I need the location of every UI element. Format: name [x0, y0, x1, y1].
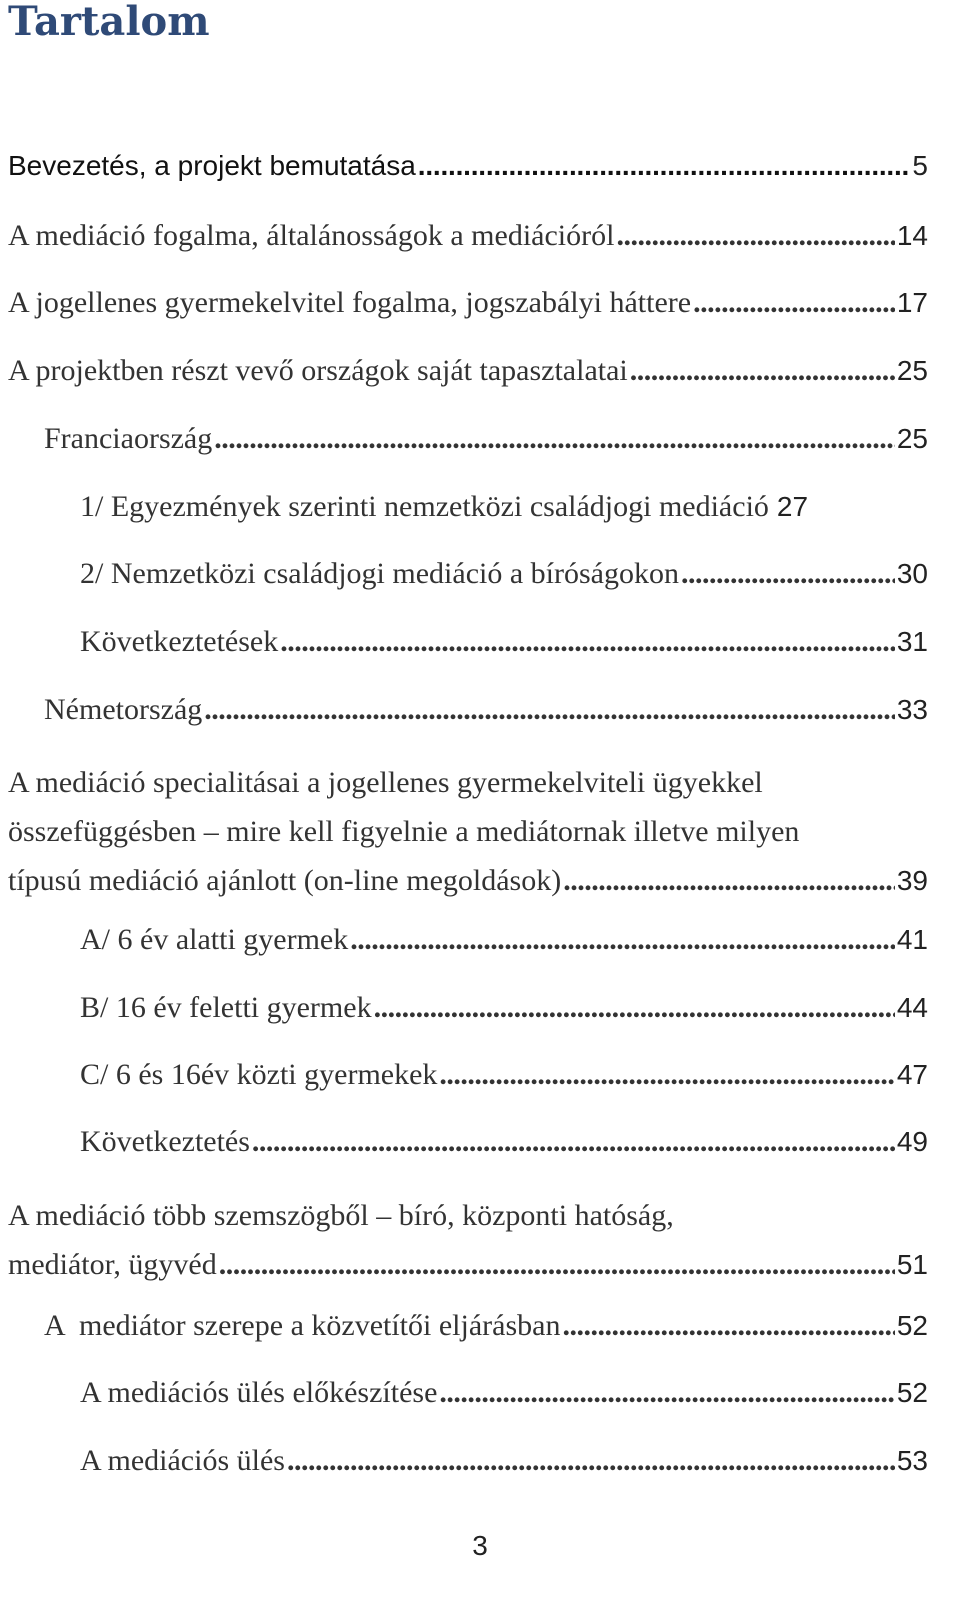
- toc-entry-title: A mediáció fogalma, általánosságok a mediációról: [8, 219, 615, 252]
- toc-entry-title: Következtetések: [80, 625, 279, 658]
- toc-entry-title: A mediációs ülés: [80, 1444, 285, 1477]
- leader-dots: [204, 692, 895, 728]
- leader-dots: [681, 556, 895, 592]
- toc-entry-page: 52: [896, 1310, 928, 1341]
- toc-entry-page: 39: [896, 865, 928, 896]
- leader-dots: [439, 1375, 894, 1411]
- leader-dots: [252, 1124, 895, 1160]
- toc-entry-page: 25: [896, 355, 928, 386]
- leader-dots: [616, 218, 894, 254]
- toc-entry-title: A mediátor szerepe a közvetítői eljárásban: [44, 1309, 561, 1342]
- toc-entry-page: 52: [896, 1377, 928, 1408]
- toc-entry-page: 25: [896, 423, 928, 454]
- toc-entry-title: típusú mediáció ajánlott (on-line megoldások): [8, 864, 562, 897]
- leader-dots: [219, 1240, 895, 1289]
- toc-entry[interactable]: [80, 556, 928, 592]
- toc-entry-page: 49: [896, 1126, 928, 1157]
- toc-entry[interactable]: [8, 148, 928, 184]
- toc-entry-title: A/ 6 év alatti gyermek: [80, 923, 349, 956]
- toc-heading: Tartalom: [8, 0, 210, 45]
- leader-dots: [374, 990, 895, 1026]
- toc-entry-title: A mediációs ülés előkészítése: [80, 1376, 438, 1409]
- toc-entry[interactable]: [44, 1308, 928, 1344]
- leader-dots: [214, 421, 895, 457]
- toc-entry-page: 17: [896, 287, 928, 318]
- toc-entry-page: 47: [896, 1059, 928, 1090]
- toc-entry[interactable]: [80, 1057, 928, 1093]
- toc-entry-title: Következtetés: [80, 1125, 250, 1158]
- toc-entry[interactable]: [8, 758, 928, 905]
- toc-entry[interactable]: [44, 692, 928, 728]
- toc-entry-page: 14: [896, 220, 928, 251]
- toc-entry-page: 27: [776, 491, 809, 522]
- toc-entry-title-line: A mediáció specialitásai a jogellenes gyermekelviteli ügyekkel: [8, 766, 763, 799]
- toc-entry-title: mediátor, ügyvéd: [8, 1248, 217, 1281]
- toc-entry-page: 31: [896, 626, 928, 657]
- leader-dots: [562, 1308, 894, 1344]
- page-number: 3: [472, 1530, 488, 1561]
- leader-dots: [693, 285, 895, 321]
- toc-entry-page: 44: [896, 992, 928, 1023]
- toc-entry[interactable]: [8, 285, 928, 321]
- toc-entry-page: 51: [896, 1249, 928, 1280]
- leader-dots: [439, 1057, 894, 1093]
- toc-entry-page: 41: [896, 924, 928, 955]
- toc-entry[interactable]: [80, 1375, 928, 1411]
- leader-dots: [350, 922, 895, 958]
- leader-dots: [418, 148, 911, 184]
- toc-entry-title: 2/ Nemzetközi családjogi mediáció a bíróságokon: [80, 557, 679, 590]
- leader-dots: [287, 1443, 895, 1479]
- toc-entry[interactable]: [80, 489, 928, 525]
- toc-entry-title: B/ 16 év feletti gyermek: [80, 991, 372, 1024]
- toc-entry-title: C/ 6 és 16év közti gyermekek: [80, 1058, 438, 1091]
- toc-entry[interactable]: [80, 1124, 928, 1160]
- toc-entry-title: Bevezetés, a projekt bemutatása: [8, 150, 416, 181]
- toc-entry-page: 53: [896, 1445, 928, 1476]
- toc-entry[interactable]: [8, 353, 928, 389]
- leader-dots: [630, 353, 895, 389]
- toc-entry-title-line: A mediáció több szemszögből – bíró, központi hatóság,: [8, 1199, 674, 1232]
- toc-entry-title: 1/ Egyezmények szerinti nemzetközi családjogi mediáció: [80, 490, 769, 523]
- toc-entry-page: 30: [896, 558, 928, 589]
- toc-entry-title: A jogellenes gyermekelvitel fogalma, jogszabályi háttere: [8, 286, 692, 319]
- toc-entry-page: 33: [896, 694, 928, 725]
- toc-entry-page: 5: [912, 150, 928, 181]
- toc-entry-title: Franciaország: [44, 422, 213, 455]
- toc-entry-title: A projektben részt vevő országok saját tapasztalatai: [8, 354, 628, 387]
- toc-entry[interactable]: [80, 1443, 928, 1479]
- toc-entry[interactable]: [80, 990, 928, 1026]
- toc-entry[interactable]: [44, 421, 928, 457]
- leader-dots: [563, 856, 895, 905]
- leader-dots: [280, 624, 895, 660]
- toc-entry-title: Németország: [44, 693, 203, 726]
- toc-entry-title-line: összefüggésben – mire kell figyelnie a mediátornak illetve milyen: [8, 815, 800, 848]
- toc-entry[interactable]: [80, 922, 928, 958]
- toc-entry[interactable]: [8, 1191, 928, 1289]
- toc-entry[interactable]: [8, 218, 928, 254]
- toc-entry[interactable]: [80, 624, 928, 660]
